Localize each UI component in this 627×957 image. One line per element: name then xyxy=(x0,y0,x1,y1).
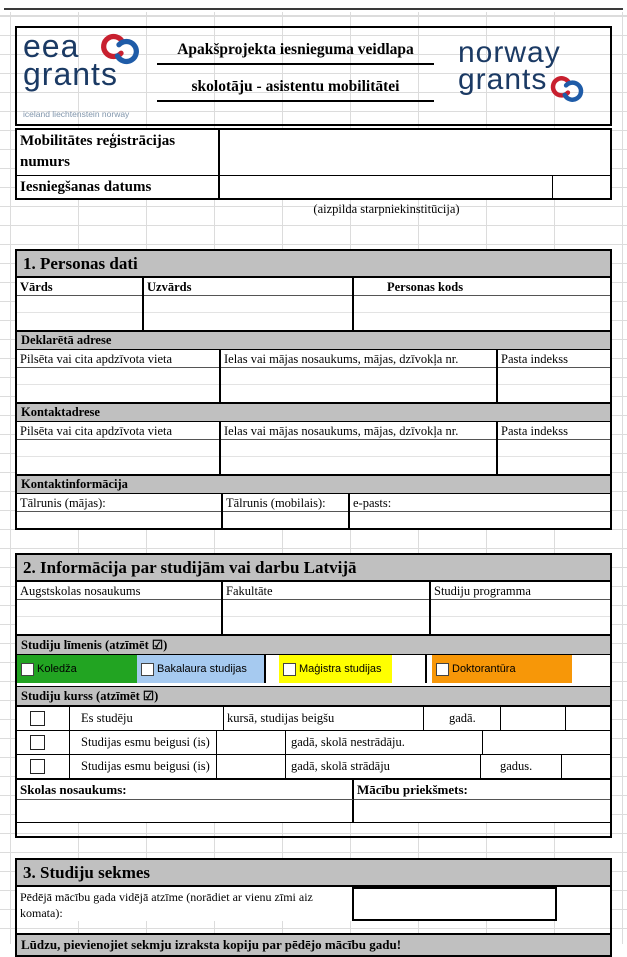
contact-street-cell xyxy=(221,422,498,474)
cell-divider xyxy=(285,731,286,754)
university-fields-row xyxy=(17,582,610,634)
first-name-label: Vārds xyxy=(17,278,142,296)
grade-label: Pēdējā mācību gada vidējā atzīme (norādiet ar vienu zīmi aiz komata): xyxy=(17,887,352,921)
study-course-row-3[interactable] xyxy=(17,754,610,778)
subject-input[interactable] xyxy=(354,800,610,822)
course-row-3-text-3: gadus. xyxy=(500,759,533,773)
contact-city-label: Pilsēta vai cita apdzīvota vieta xyxy=(17,422,219,440)
university-label: Augstskolas nosaukums xyxy=(17,582,221,600)
eea-grants-logo xyxy=(17,28,147,124)
section-2-title: 2. Informācija par studijām vai darbu Latvijā xyxy=(17,555,610,582)
option-cell-koledza xyxy=(17,655,137,683)
email-input[interactable] xyxy=(350,512,610,528)
grid-spacer xyxy=(17,822,610,836)
norway-logo-word1: norway xyxy=(458,36,561,69)
grid-spacer xyxy=(15,838,612,858)
norway-logo-word2: grants xyxy=(458,63,548,96)
cell-divider xyxy=(223,707,224,730)
contact-address-title: Kontaktadrese xyxy=(17,402,610,422)
submission-date-label: Iesniegšanas datums xyxy=(17,176,220,198)
section-2-studies xyxy=(15,553,612,838)
course-row-2-text-2: gadā, skolā nestrādāju. xyxy=(291,735,405,749)
study-course-row-2[interactable] xyxy=(17,730,610,754)
email-label: e-pasts: xyxy=(350,494,610,512)
contact-city-cell xyxy=(17,422,221,474)
form-title-block xyxy=(147,28,442,124)
option-cell-doktorantura xyxy=(427,655,610,683)
magistra-label: Maģistra studijas xyxy=(299,663,382,675)
phone-home-input[interactable] xyxy=(17,512,221,528)
eea-logo-word1: eea xyxy=(23,28,80,64)
contact-postal-input[interactable] xyxy=(498,440,610,474)
cell-divider xyxy=(480,755,481,778)
last-name-input[interactable] xyxy=(144,296,352,330)
university-input[interactable] xyxy=(17,600,221,634)
cell-divider xyxy=(482,731,483,754)
grade-input[interactable] xyxy=(352,887,557,921)
norway-grants-swoosh-icon xyxy=(549,71,585,107)
grid-spacer xyxy=(15,530,612,553)
subject-label: Mācību priekšmets: xyxy=(354,780,610,800)
cell-divider xyxy=(216,755,217,778)
school-inputs-row xyxy=(17,800,610,822)
spreadsheet-grid xyxy=(0,12,627,952)
university-cell xyxy=(17,582,223,634)
name-fields-row xyxy=(17,278,610,330)
eea-logo-caption: iceland liechtenstein norway xyxy=(23,109,130,119)
study-course-title: Studiju kurss (atzīmēt ☑) xyxy=(17,686,610,706)
program-cell xyxy=(431,582,610,634)
course-row-2-text-1: Studijas esmu beigusi (is) xyxy=(81,735,210,749)
intermediary-note: (aizpilda starpniekinstitūcija) xyxy=(313,202,460,216)
section-3-title: 3. Studiju sekmes xyxy=(17,860,610,887)
form-title: Apakšprojekta iesnieguma veidlapa xyxy=(157,41,434,65)
eea-logo-word2: grants xyxy=(23,56,118,93)
phone-mobile-label: Tālrunis (mobilais): xyxy=(223,494,348,512)
section-1-personal-data xyxy=(15,249,612,530)
declared-address-title: Deklarētā adrese xyxy=(17,330,610,350)
course-row-1-text-3: gadā. xyxy=(449,711,476,725)
reg-side-cell[interactable] xyxy=(553,176,610,198)
form-header xyxy=(15,26,612,126)
magistra-checkbox[interactable] xyxy=(283,663,296,676)
personal-code-cell xyxy=(354,278,610,330)
declared-street-label: Ielas vai mājas nosaukums, mājas, dzīvokļa nr. xyxy=(221,350,496,368)
contact-address-row xyxy=(17,422,610,474)
attachment-note: Lūdzu, pievienojiet sekmju izraksta kopiju par pēdējo mācību gadu! xyxy=(17,933,610,955)
course-row-1-text-2: kursā, studijas beigšu xyxy=(227,711,335,725)
contact-street-label: Ielas vai mājas nosaukums, mājas, dzīvokļa nr. xyxy=(221,422,496,440)
last-name-cell xyxy=(144,278,354,330)
contact-info-title: Kontaktinformācija xyxy=(17,474,610,494)
cell-divider xyxy=(69,755,70,778)
declared-city-label: Pilsēta vai cita apdzīvota vieta xyxy=(17,350,219,368)
submission-date-input[interactable] xyxy=(220,176,553,198)
first-name-input[interactable] xyxy=(17,296,142,330)
grade-side-cell[interactable] xyxy=(557,887,610,921)
faculty-label: Fakultāte xyxy=(223,582,429,600)
course-row-1-text-1: Es studēju xyxy=(81,711,133,725)
cell-divider xyxy=(69,707,70,730)
option-bakalaura[interactable] xyxy=(137,655,264,683)
koledza-checkbox[interactable] xyxy=(21,663,34,676)
contact-postal-cell xyxy=(498,422,610,474)
grid-spacer xyxy=(17,921,610,933)
bakalaura-label: Bakalaura studijas xyxy=(157,663,247,675)
reg-number-input[interactable] xyxy=(220,130,610,176)
cell-divider xyxy=(565,707,566,730)
application-form xyxy=(15,12,612,957)
bakalaura-checkbox[interactable] xyxy=(141,663,154,676)
declared-city-cell xyxy=(17,350,221,402)
option-doktorantura[interactable] xyxy=(432,655,572,683)
course-row-1-checkbox[interactable] xyxy=(30,711,45,726)
doktorantura-label: Doktorantūra xyxy=(452,663,516,675)
course-row-3-checkbox[interactable] xyxy=(30,759,45,774)
school-name-label: Skolas nosaukums: xyxy=(17,780,354,800)
cell-divider xyxy=(500,707,501,730)
section-1-title: 1. Personas dati xyxy=(17,251,610,278)
phone-home-label: Tālrunis (mājas): xyxy=(17,494,221,512)
school-labels-row xyxy=(17,778,610,800)
option-magistra[interactable] xyxy=(279,655,392,683)
registration-table xyxy=(15,128,612,200)
cell-divider xyxy=(423,707,424,730)
cell-divider xyxy=(285,755,286,778)
grade-row xyxy=(17,887,610,921)
contact-postal-label: Pasta indekss xyxy=(498,422,610,440)
cell-divider xyxy=(561,755,562,778)
contact-street-input[interactable] xyxy=(221,440,496,474)
study-level-title: Studiju līmenis (atzīmēt ☑) xyxy=(17,634,610,655)
cell-divider xyxy=(69,731,70,754)
form-subtitle: skolotāju - asistentu mobilitātei xyxy=(157,78,434,102)
faculty-input[interactable] xyxy=(223,600,429,634)
declared-street-cell xyxy=(221,350,498,402)
phone-home-cell xyxy=(17,494,223,528)
personal-code-label: Personas kods xyxy=(354,278,610,296)
last-name-label: Uzvārds xyxy=(144,278,352,296)
faculty-cell xyxy=(223,582,431,634)
school-name-input[interactable] xyxy=(17,800,354,822)
declared-postal-label: Pasta indekss xyxy=(498,350,610,368)
phone-mobile-cell xyxy=(223,494,350,528)
course-row-3-text-2: gadā, skolā strādāju xyxy=(291,759,390,773)
note-row xyxy=(15,200,612,219)
norway-grants-logo xyxy=(442,28,610,124)
study-course-row-1[interactable] xyxy=(17,706,610,730)
cell-divider xyxy=(216,731,217,754)
option-cell-magistra xyxy=(266,655,427,683)
study-level-options xyxy=(17,655,610,683)
personal-code-input[interactable] xyxy=(354,296,610,330)
doktorantura-checkbox[interactable] xyxy=(436,663,449,676)
declared-address-row xyxy=(17,350,610,402)
koledza-label: Koledža xyxy=(37,663,77,675)
contact-city-input[interactable] xyxy=(17,440,219,474)
course-row-3-text-1: Studijas esmu beigusi (is) xyxy=(81,759,210,773)
eea-grants-swoosh-icon xyxy=(99,28,141,70)
declared-postal-cell xyxy=(498,350,610,402)
declared-street-input[interactable] xyxy=(221,368,496,402)
reg-number-label: Mobilitātes reģistrācijas numurs xyxy=(17,130,220,176)
declared-postal-input[interactable] xyxy=(498,368,610,402)
program-input[interactable] xyxy=(431,600,610,634)
email-cell xyxy=(350,494,610,528)
course-row-2-checkbox[interactable] xyxy=(30,735,45,750)
grid-spacer xyxy=(15,219,612,249)
phone-mobile-input[interactable] xyxy=(223,512,348,528)
program-label: Studiju programma xyxy=(431,582,610,600)
option-koledza[interactable] xyxy=(17,655,137,683)
option-cell-bakalaura xyxy=(137,655,266,683)
section-3-grades xyxy=(15,858,612,957)
top-rule xyxy=(4,8,623,10)
declared-city-input[interactable] xyxy=(17,368,219,402)
first-name-cell xyxy=(17,278,144,330)
contact-info-row xyxy=(17,494,610,528)
